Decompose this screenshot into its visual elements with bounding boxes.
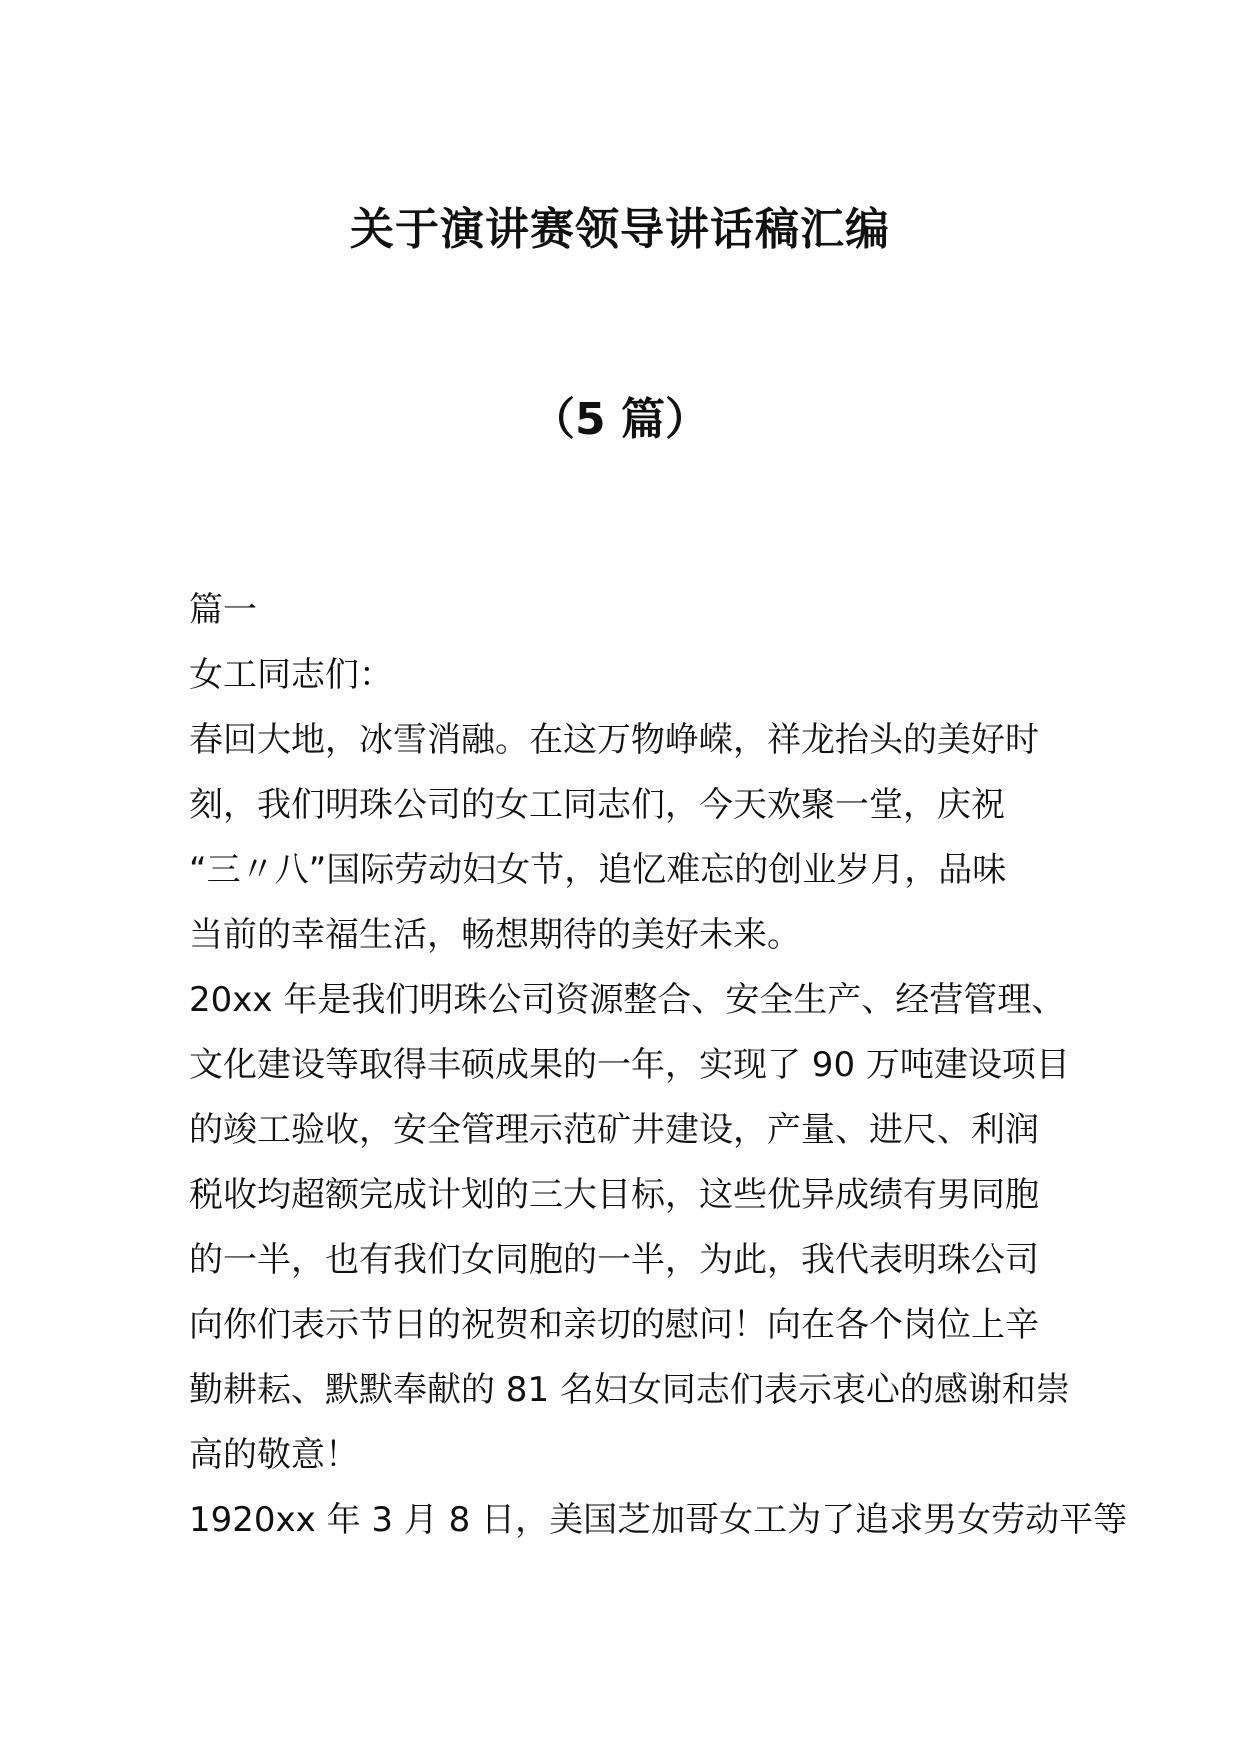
body-line: 勤耕耘、默默奉献的 81 名妇女同志们表示衷心的感谢和崇 [189,1370,1070,1410]
body-line: 向你们表示节日的祝贺和亲切的慰问！向在各个岗位上辛 [189,1305,1039,1345]
body-line: 文化建设等取得丰硕成果的一年，实现了 90 万吨建设项目 [189,1045,1070,1085]
document-subtitle: （5 篇） [531,394,709,445]
body-line: 高的敬意！ [189,1435,359,1475]
body-line: 的竣工验收，安全管理示范矿井建设，产量、进尺、利润 [189,1110,1039,1150]
section-heading: 篇一 [189,590,257,630]
body-line: 20xx 年是我们明珠公司资源整合、安全生产、经营管理、 [189,980,1066,1020]
body-line: 1920xx 年 3 月 8 日，美国芝加哥女工为了追求男女劳动平等 [189,1500,1128,1540]
body-line: 税收均超额完成计划的三大目标，这些优异成绩有男同胞 [189,1175,1039,1215]
document-body [189,578,1128,1553]
salutation: 女工同志们： [189,655,393,695]
document-title: 关于演讲赛领导讲话稿汇编 [350,204,890,255]
body-line: 春回大地，冰雪消融。在这万物峥嵘，祥龙抬头的美好时 [189,720,1039,760]
body-line: “三〃八”国际劳动妇女节，追忆难忘的创业岁月，品味 [189,850,1007,890]
body-line: 当前的幸福生活，畅想期待的美好未来。 [189,915,801,955]
body-line: 刻，我们明珠公司的女工同志们，今天欢聚一堂，庆祝 [189,785,1005,825]
body-line: 的一半，也有我们女同胞的一半，为此，我代表明珠公司 [189,1240,1039,1280]
